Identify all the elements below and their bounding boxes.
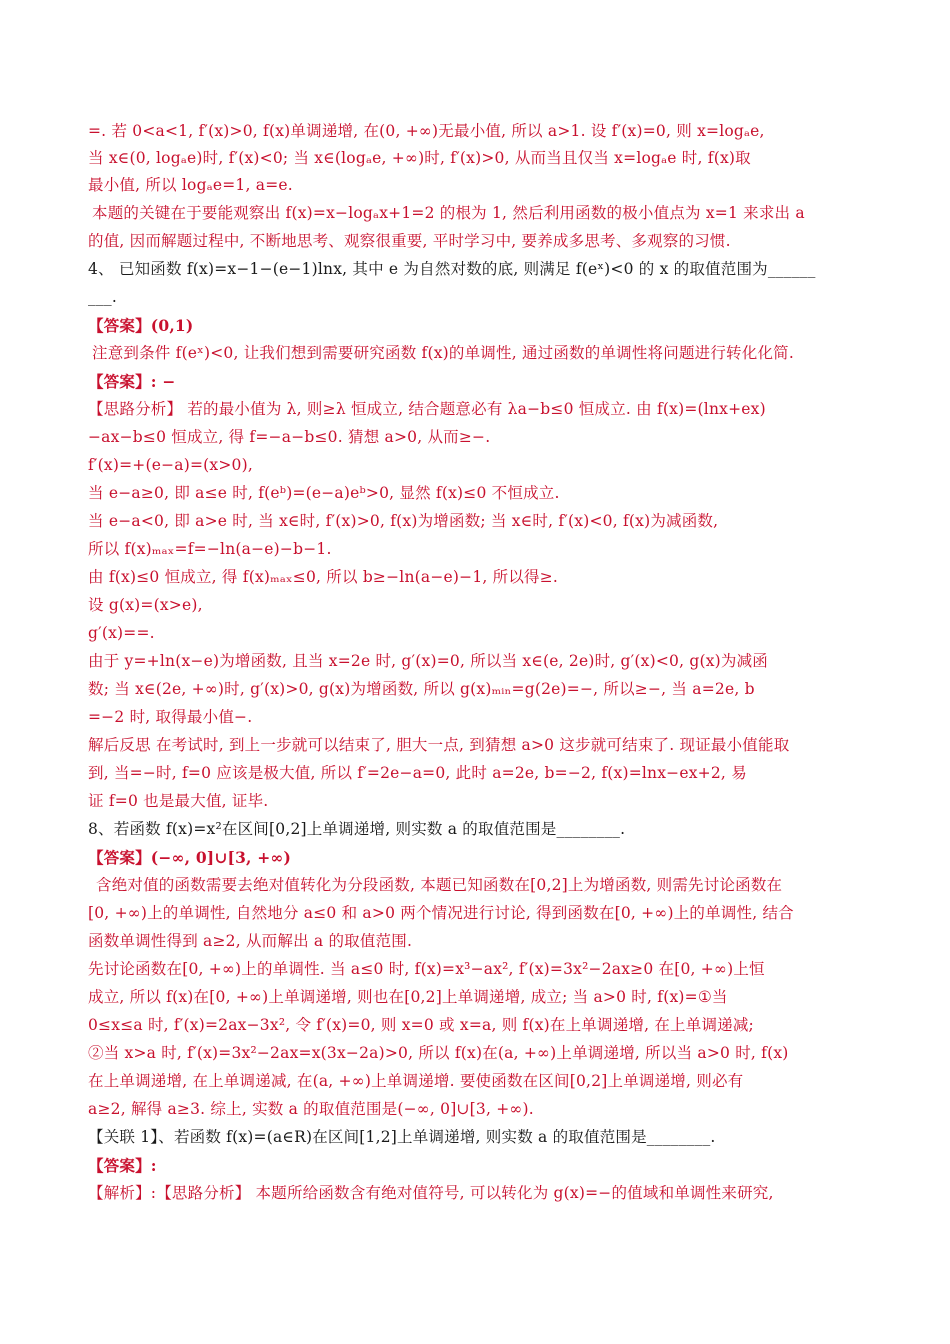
reflection-line: 解后反思 在考试时, 到上一步就可以结束了, 胆大一点, 到猜想 a>0 这步就可结束了. 现证最小值能取 xyxy=(88,736,790,754)
text-line: 设 g(x)=(x>e), xyxy=(88,596,203,614)
analysis-line: 【思路分析】 若的最小值为 λ, 则≥λ 恒成立, 结合题意必有 λa−b≤0 恒成立. 由 f(x)=(lnx+ex) xyxy=(88,400,766,418)
text-line: −ax−b≤0 恒成立, 得 f=−a−b≤0. 猜想 a>0, 从而≥−. xyxy=(88,428,491,446)
text-line: 在上单调递增, 在上单调递减, 在(a, +∞)上单调递增. 要使函数在区间[0,2]上单调递增, 则必有 xyxy=(88,1072,744,1090)
text-line: f′(x)=+(e−a)=(x>0), xyxy=(88,456,253,474)
answer-label: 【答案】(−∞, 0]∪[3, +∞) xyxy=(88,848,292,867)
text-line: 由 f(x)≤0 恒成立, 得 f(x)ₘₐₓ≤0, 所以 b≥−ln(a−e)−1, 所以得≥. xyxy=(88,568,559,586)
text-line: =−2 时, 取得最小值−. xyxy=(88,708,253,726)
text-line: 含绝对值的函数需要去绝对值转化为分段函数, 本题已知函数在[0,2]上为增函数, 则需先讨论函数在 xyxy=(96,876,783,894)
text-line: 到, 当=−时, f=0 应该是极大值, 所以 f′=2e−a=0, 此时 a=2e, b=−2, f(x)=lnx−ex+2, 易 xyxy=(88,764,747,782)
question-4: 4、 已知函数 f(x)=x−1−(e−1)lnx, 其中 e 为自然对数的底, 则满足 f(eˣ)<0 的 x 的取值范围为______ xyxy=(88,260,816,278)
text-line: 当 e−a<0, 即 a>e 时, 当 x∈时, f′(x)>0, f(x)为增函数; 当 x∈时, f′(x)<0, f(x)为减函数, xyxy=(88,512,719,530)
text-line: 数; 当 x∈(2e, +∞)时, g′(x)>0, g(x)为增函数, 所以 g(x)ₘᵢₙ=g(2e)=−, 所以≥−, 当 a=2e, b xyxy=(88,680,755,698)
question-4-cont: ___. xyxy=(88,288,117,306)
answer-label: 【答案】(0,1) xyxy=(88,316,194,335)
related-question-1: 【关联 1】、若函数 f(x)=(a∈R)在区间[1,2]上单调递增, 则实数 a 的取值范围是________. xyxy=(88,1128,716,1146)
text-line: [0, +∞)上的单调性, 自然地分 a≤0 和 a>0 两个情况进行讨论, 得到函数在[0, +∞)上的单调性, 结合 xyxy=(88,904,794,922)
text-line: g′(x)==. xyxy=(88,624,155,642)
text-line: 0≤x≤a 时, f′(x)=2ax−3x², 令 f′(x)=0, 则 x=0 或 x=a, 则 f(x)在上单调递增, 在上单调递减; xyxy=(88,1016,754,1034)
text-line: 当 x∈(0, logₐe)时, f′(x)<0; 当 x∈(logₐe, +∞)时, f′(x)>0, 从而当且仅当 x=logₐe 时, f(x)取 xyxy=(88,149,751,167)
text-line: =. 若 0<a<1, f′(x)>0, f(x)单调递增, 在(0, +∞)无最小值, 所以 a>1. 设 f′(x)=0, 则 x=logₐe, xyxy=(88,122,765,140)
text-line: 注意到条件 f(eˣ)<0, 让我们想到需要研究函数 f(x)的单调性, 通过函数的单调性将问题进行转化化简. xyxy=(92,344,794,362)
text-line: 证 f=0 也是最大值, 证毕. xyxy=(88,792,269,810)
text-line: a≥2, 解得 a≥3. 综上, 实数 a 的取值范围是(−∞, 0]∪[3, +∞). xyxy=(88,1100,534,1118)
question-8: 8、若函数 f(x)=x²在区间[0,2]上单调递增, 则实数 a 的取值范围是________. xyxy=(88,820,626,838)
text-line: 当 e−a≥0, 即 a≤e 时, f(eᵇ)=(e−a)eᵇ>0, 显然 f(x)≤0 不恒成立. xyxy=(88,484,560,502)
text-line: ②当 x>a 时, f′(x)=3x²−2ax=x(3x−2a)>0, 所以 f(x)在(a, +∞)上单调递增, 所以当 a>0 时, f(x) xyxy=(88,1044,789,1062)
text-line: 成立, 所以 f(x)在[0, +∞)上单调递增, 则也在[0,2]上单调递增, 成立; 当 a>0 时, f(x)=①当 xyxy=(88,988,728,1006)
text-line: 的值, 因而解题过程中, 不断地思考、观察很重要, 平时学习中, 要养成多思考、多观察的习惯. xyxy=(88,232,731,250)
text-line: 先讨论函数在[0, +∞)上的单调性. 当 a≤0 时, f(x)=x³−ax², f′(x)=3x²−2ax≥0 在[0, +∞)上恒 xyxy=(88,960,765,978)
analysis-line: 【解析】:【思路分析】 本题所给函数含有绝对值符号, 可以转化为 g(x)=−的值域和单调性来研究, xyxy=(88,1184,774,1202)
text-line: 本题的关键在于要能观察出 f(x)=x−logₐx+1=2 的根为 1, 然后利用函数的极小值点为 x=1 来求出 a xyxy=(92,204,805,222)
text-line: 所以 f(x)ₘₐₓ=f=−ln(a−e)−b−1. xyxy=(88,540,332,558)
text-line: 由于 y=+ln(x−e)为增函数, 且当 x=2e 时, g′(x)=0, 所以当 x∈(e, 2e)时, g′(x)<0, g(x)为减函 xyxy=(88,652,768,670)
text-line: 函数单调性得到 a≥2, 从而解出 a 的取值范围. xyxy=(88,932,413,950)
answer-label: 【答案】: − xyxy=(88,372,176,391)
answer-label: 【答案】: xyxy=(88,1156,157,1175)
text-line: 最小值, 所以 logₐe=1, a=e. xyxy=(88,176,293,194)
